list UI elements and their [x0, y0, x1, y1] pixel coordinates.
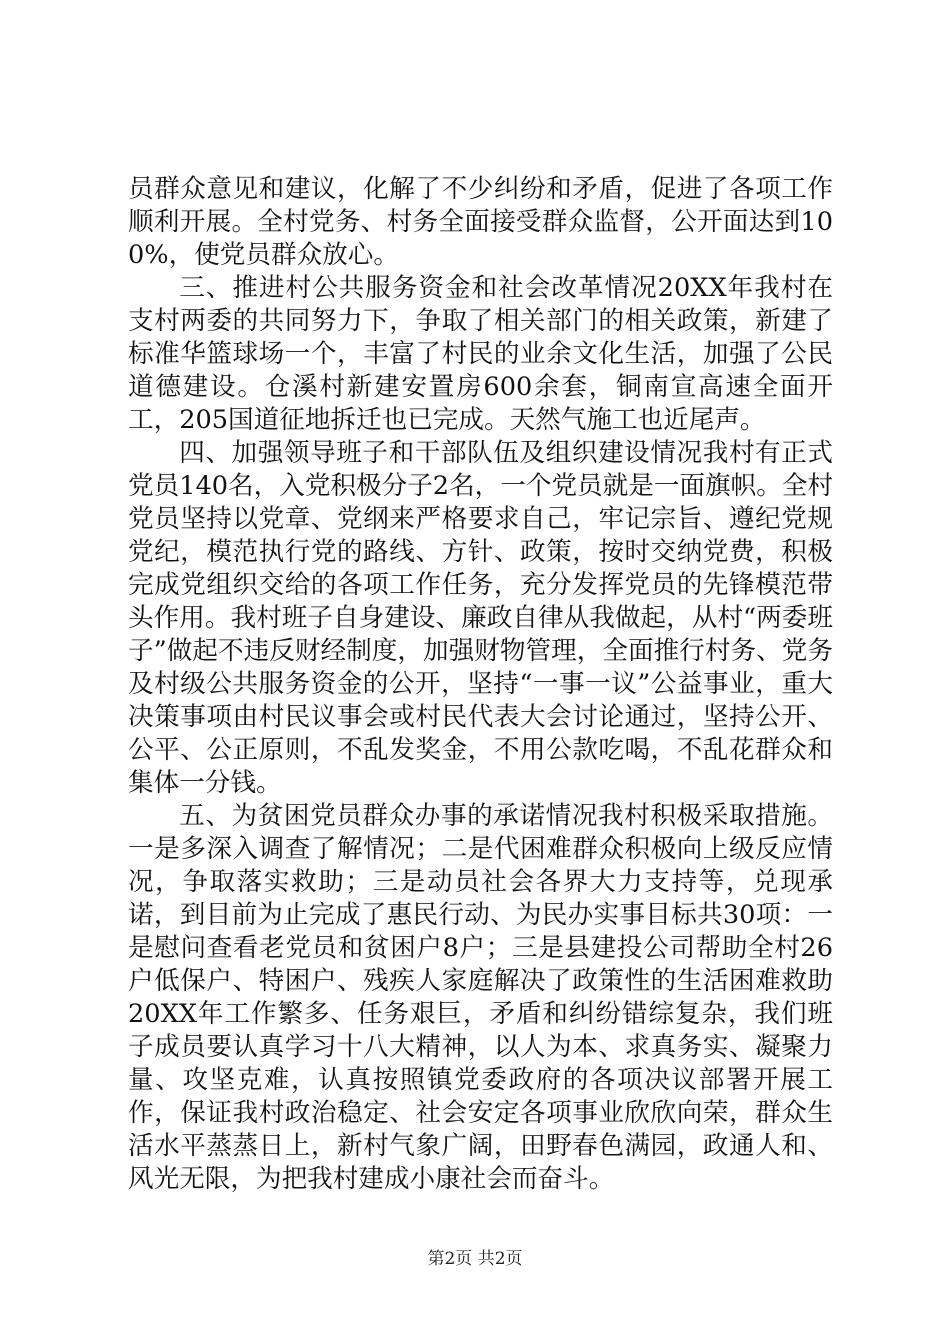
document-body — [128, 173, 833, 1196]
paragraph-continuation: 员群众意见和建议，化解了不少纠纷和矛盾，促进了各项工作顺利开展。全村党务、村务全面接受群众监督，公开面达到100%，使党员群众放心。 — [128, 174, 833, 270]
page-number-footer: 第2页 共2页 — [427, 1249, 523, 1269]
paragraph-section-4: 四、加强领导班子和干部队伍及组织建设情况我村有正式党员140名，入党积极分子2名，一个党员就是一面旗帜。全村党员坚持以党章、党纲来严格要求自己，牢记宗旨、遵纪党规党纪，模范执行党的路线、方针、政策，按时交纳党费，积极完成党组织交给的各项工作任务，充分发挥党员的先锋模范带头作用。我村班子自身建设、廉政自律从我做起，从村“两委班子”做起不违反财经制度，加强财物管理，全面推行村务、党务及村级公共服务资金的公开，坚持“一事一议”公益事业，重大决策事项由村民议事会或村民代表大会讨论通过，坚持公开、公平、公正原则，不乱发奖金，不用公款吃喝，不乱花群众和集体一分钱。 — [128, 438, 833, 798]
paragraph-section-3: 三、推进村公共服务资金和社会改革情况20XX年我村在支村两委的共同努力下，争取了相关部门的相关政策，新建了标准华篮球场一个，丰富了村民的业余文化生活，加强了公民道德建设。仓溪村新建安置房600余套，铜南宣高速全面开工，205国道征地拆迁也已完成。天然气施工也近尾声。 — [128, 273, 833, 435]
paragraph-section-5: 五、为贫困党员群众办事的承诺情况我村积极采取措施。一是多深入调查了解情况；二是代困难群众积极向上级反应情况，争取落实救助；三是动员社会各界大力支持等，兑现承诺，到目前为止完成了惠民行动、为民办实事目标共30项：一是慰问查看老党员和贫困户8户；三是县建投公司帮助全村26户低保户、特困户、残疾人家庭解决了政策性的生活困难救助20XX年工作繁多、任务艰巨，矛盾和纠纷错综复杂，我们班子成员要认真学习十八大精神，以人为本、求真务实、凝聚力量、攻坚克难，认真按照镇党委政府的各项决议部署开展工作，保证我村政治稳定、社会安定各项事业欣欣向荣，群众生活水平蒸蒸日上，新村气象广阔，田野春色满园，政通人和、风光无限，为把我村建成小康社会而奋斗。 — [128, 801, 833, 1194]
